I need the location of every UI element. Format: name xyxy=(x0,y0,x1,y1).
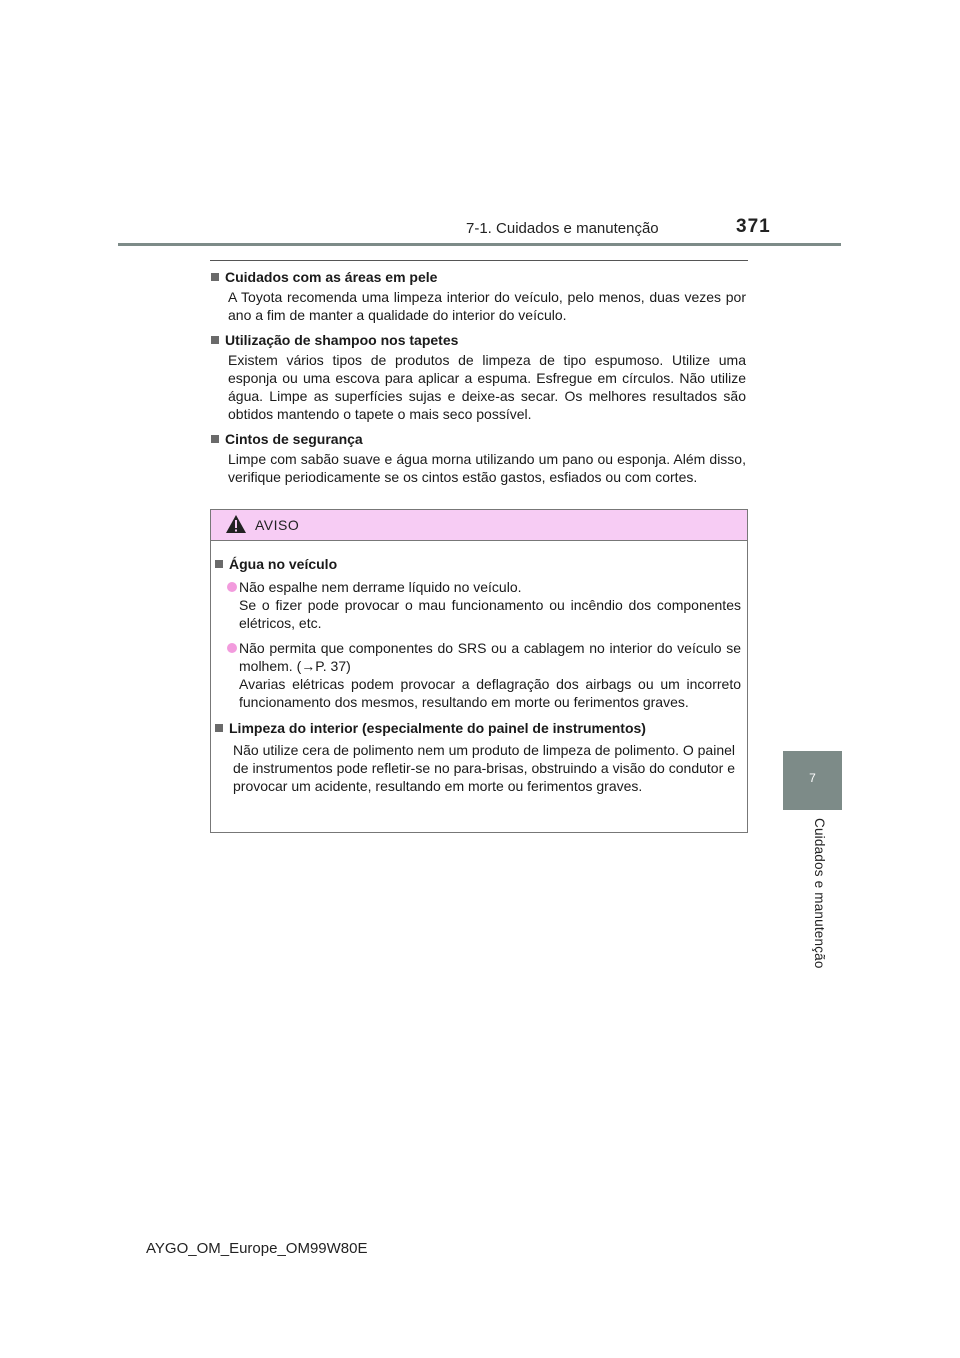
warning-box xyxy=(210,509,748,833)
main-content xyxy=(210,268,746,493)
warning-section-heading: Água no veículo xyxy=(229,556,338,572)
item-body: A Toyota recomenda uma limpeza interior do veículo, pelo menos, duas vezes por ano a fim de manter a qualidade do interior do veículo. xyxy=(228,289,746,323)
item-body: Existem vários tipos de produtos de limpeza de tipo espumoso. Utilize uma esponja ou uma escova para aplicar a espuma. Esfregue em círculos. Não utilize água. Limpe as superfícies sujas e deixe-as secar. Os melhores resultados são obtidos mantendo o tapete o mais seco possível. xyxy=(228,352,746,422)
square-bullet-icon xyxy=(211,336,219,344)
item-carpet-shampoo xyxy=(210,331,746,423)
warning-triangle-icon xyxy=(225,514,247,534)
warning-header xyxy=(211,510,747,541)
warning-section-water xyxy=(215,555,741,711)
warning-bullet xyxy=(215,639,741,711)
square-bullet-icon xyxy=(211,273,219,281)
item-body: Limpe com sabão suave e água morna utilizando um pano ou esponja. Além disso, verifique periodicamente se os cintos estão gastos, esfiados ou com cortes. xyxy=(228,451,746,485)
square-bullet-icon xyxy=(215,560,223,568)
warning-body xyxy=(211,541,747,795)
document-id: AYGO_OM_Europe_OM99W80E xyxy=(146,1240,368,1257)
section-title: 7-1. Cuidados e manutenção xyxy=(466,220,659,237)
circle-bullet-icon xyxy=(227,582,237,592)
bullet-line: Se o fizer pode provocar o mau funcionamento ou incêndio dos componentes elétricos, etc. xyxy=(239,597,741,631)
square-bullet-icon xyxy=(215,724,223,732)
warning-bullet xyxy=(215,578,741,632)
item-seat-belts xyxy=(210,430,746,486)
bullet-line: Não permita que componentes do SRS ou a cablagem no interior do veículo se molhem. (→P. 37) xyxy=(239,640,741,674)
bullet-line: Avarias elétricas podem provocar a deflagração dos airbags ou um incorreto funcionamento dos mesmos, resultando em morte ou ferimentos graves. xyxy=(239,676,741,710)
bullet-line: Não espalhe nem derrame líquido no veículo. xyxy=(239,579,522,595)
chapter-label: Cuidados e manutenção xyxy=(812,818,827,969)
circle-bullet-icon xyxy=(227,643,237,653)
warning-section-interior xyxy=(215,719,741,795)
item-heading: Cintos de segurança xyxy=(225,431,363,447)
item-heading: Utilização de shampoo nos tapetes xyxy=(225,332,459,348)
item-leather-care xyxy=(210,268,746,324)
content-rule xyxy=(210,260,748,261)
page-number: 371 xyxy=(736,216,771,237)
square-bullet-icon xyxy=(211,435,219,443)
header-rule xyxy=(118,243,841,246)
warning-label: AVISO xyxy=(255,517,300,533)
item-heading: Cuidados com as áreas em pele xyxy=(225,269,438,285)
warning-section-heading: Limpeza do interior (especialmente do painel de instrumentos) xyxy=(229,720,646,736)
chapter-tab xyxy=(783,751,842,810)
chapter-number: 7 xyxy=(809,771,816,785)
warning-section-body: Não utilize cera de polimento nem um produto de limpeza de polimento. O painel de instrumentos pode refletir-se no para-brisas, obstruindo a visão do condutor e provocar um acidente, resultando em morte ou ferimentos graves. xyxy=(233,742,735,794)
